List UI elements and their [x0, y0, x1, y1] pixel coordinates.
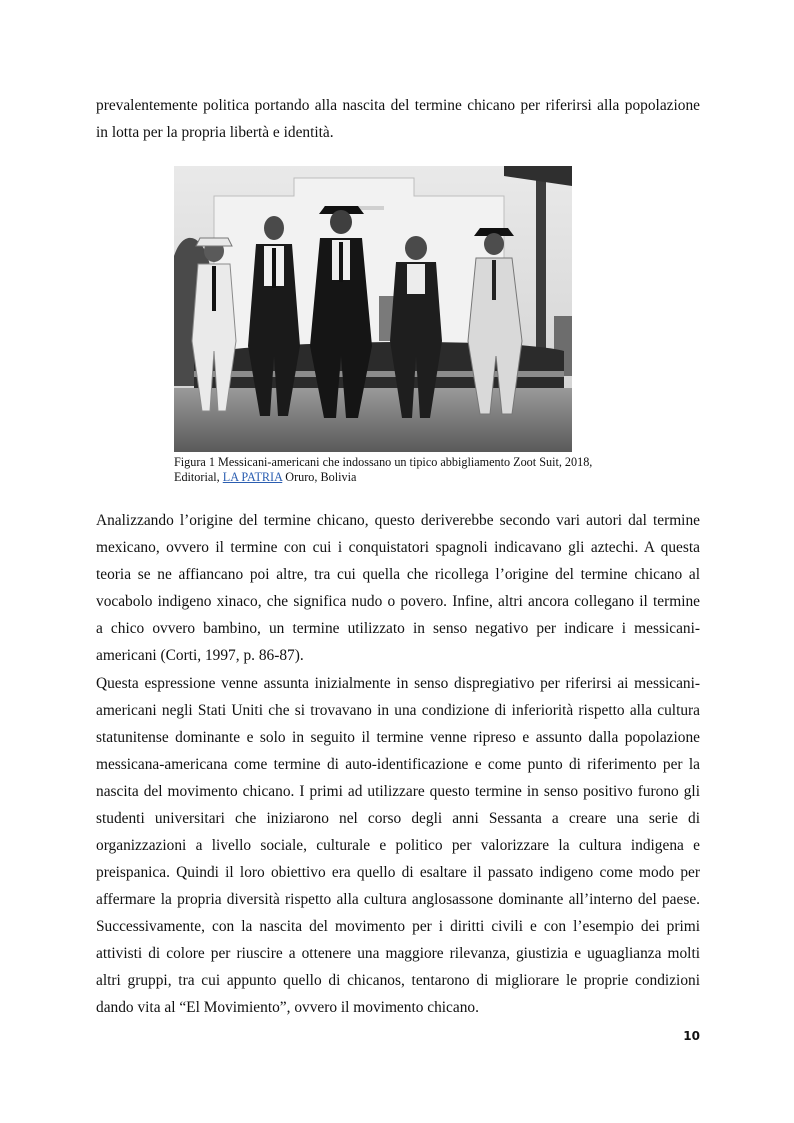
- text-line: Questa espressione venne assunta inizialmente in senso dispregiativo per riferirsi ai messicani-: [96, 675, 700, 692]
- caption-line: Figura 1 Messicani-americani che indossano un tipico abbigliamento Zoot Suit, 2018,: [174, 455, 593, 469]
- text-line: organizzazioni a livello sociale, culturale e politico per valorizzare la cultura indigena e: [96, 837, 700, 854]
- text-line: in lotta per la propria libertà e identità.: [96, 124, 334, 141]
- paragraph-origin: [96, 507, 700, 669]
- page-number: 10: [683, 1029, 700, 1043]
- text-line: affermare la propria diversità rispetto alla cultura anglosassone dominante all’interno del paese.: [96, 891, 700, 908]
- paragraph-movement: [96, 670, 700, 1021]
- text-line: mexicano, ovvero il termine con cui i conquistatori spagnoli indicavano gli aztechi. A questa: [96, 539, 700, 556]
- text-line: attivisti di colore per riuscire a ottenere una maggiore rilevanza, giustizia e uguaglianza molti: [96, 945, 700, 962]
- text-line: vocabolo indigeno xinaco, che significa nudo o povero. Infine, altri ancora collegano il termine: [96, 593, 700, 610]
- text-line: dando vita al “El Movimiento”, ovvero il movimento chicano.: [96, 999, 479, 1016]
- text-line: americani negli Stati Uniti che si trovavano in una condizione di inferiorità rispetto alla cultura: [96, 702, 700, 719]
- la-patria-link[interactable]: LA PATRIA: [222, 470, 283, 484]
- caption-text: Oruro, Bolivia: [285, 470, 357, 484]
- text-line: Analizzando l’origine del termine chicano, questo deriverebbe secondo vari autori dal termine: [96, 512, 700, 529]
- zoot-suit-photo: [174, 166, 572, 452]
- text-line: nascita del movimento chicano. I primi ad utilizzare questo termine in senso positivo furono gli: [96, 783, 700, 800]
- text-line: Successivamente, con la nascita del movimento per i diritti civili e con l’esempio dei primi: [96, 918, 700, 935]
- text-line: altri gruppi, tra cui appunto quello di chicanos, tentarono di migliorare le proprie condizioni: [96, 972, 700, 989]
- text-line: americani (Corti, 1997, p. 86-87).: [96, 647, 304, 664]
- text-line: messicana-americana come termine di auto-identificazione e come punto di riferimento per la: [96, 756, 700, 773]
- text-line: prevalentemente politica portando alla nascita del termine chicano per riferirsi alla popolazione: [96, 97, 700, 114]
- text-line: studenti universitari che iniziarono nel corso degli anni Sessanta a creare una serie di: [96, 810, 700, 827]
- caption-text: Editorial,: [174, 470, 220, 484]
- text-line: statunitense dominante e solo in seguito il termine venne ripreso e assunto dalla popolazione: [96, 729, 700, 746]
- intro-paragraph: [96, 92, 700, 146]
- text-line: teoria se ne affiancano poi altre, tra cui quella che ricollega l’origine del termine chicano al: [96, 566, 700, 583]
- text-line: preispanica. Quindi il loro obiettivo era quello di esaltare il passato indigeno come modo per: [96, 864, 700, 881]
- figure-caption: [174, 455, 594, 485]
- caption-line: [174, 470, 594, 485]
- text-line: a chico ovvero bambino, un termine utilizzato in senso negativo per indicare i messicani-: [96, 620, 700, 637]
